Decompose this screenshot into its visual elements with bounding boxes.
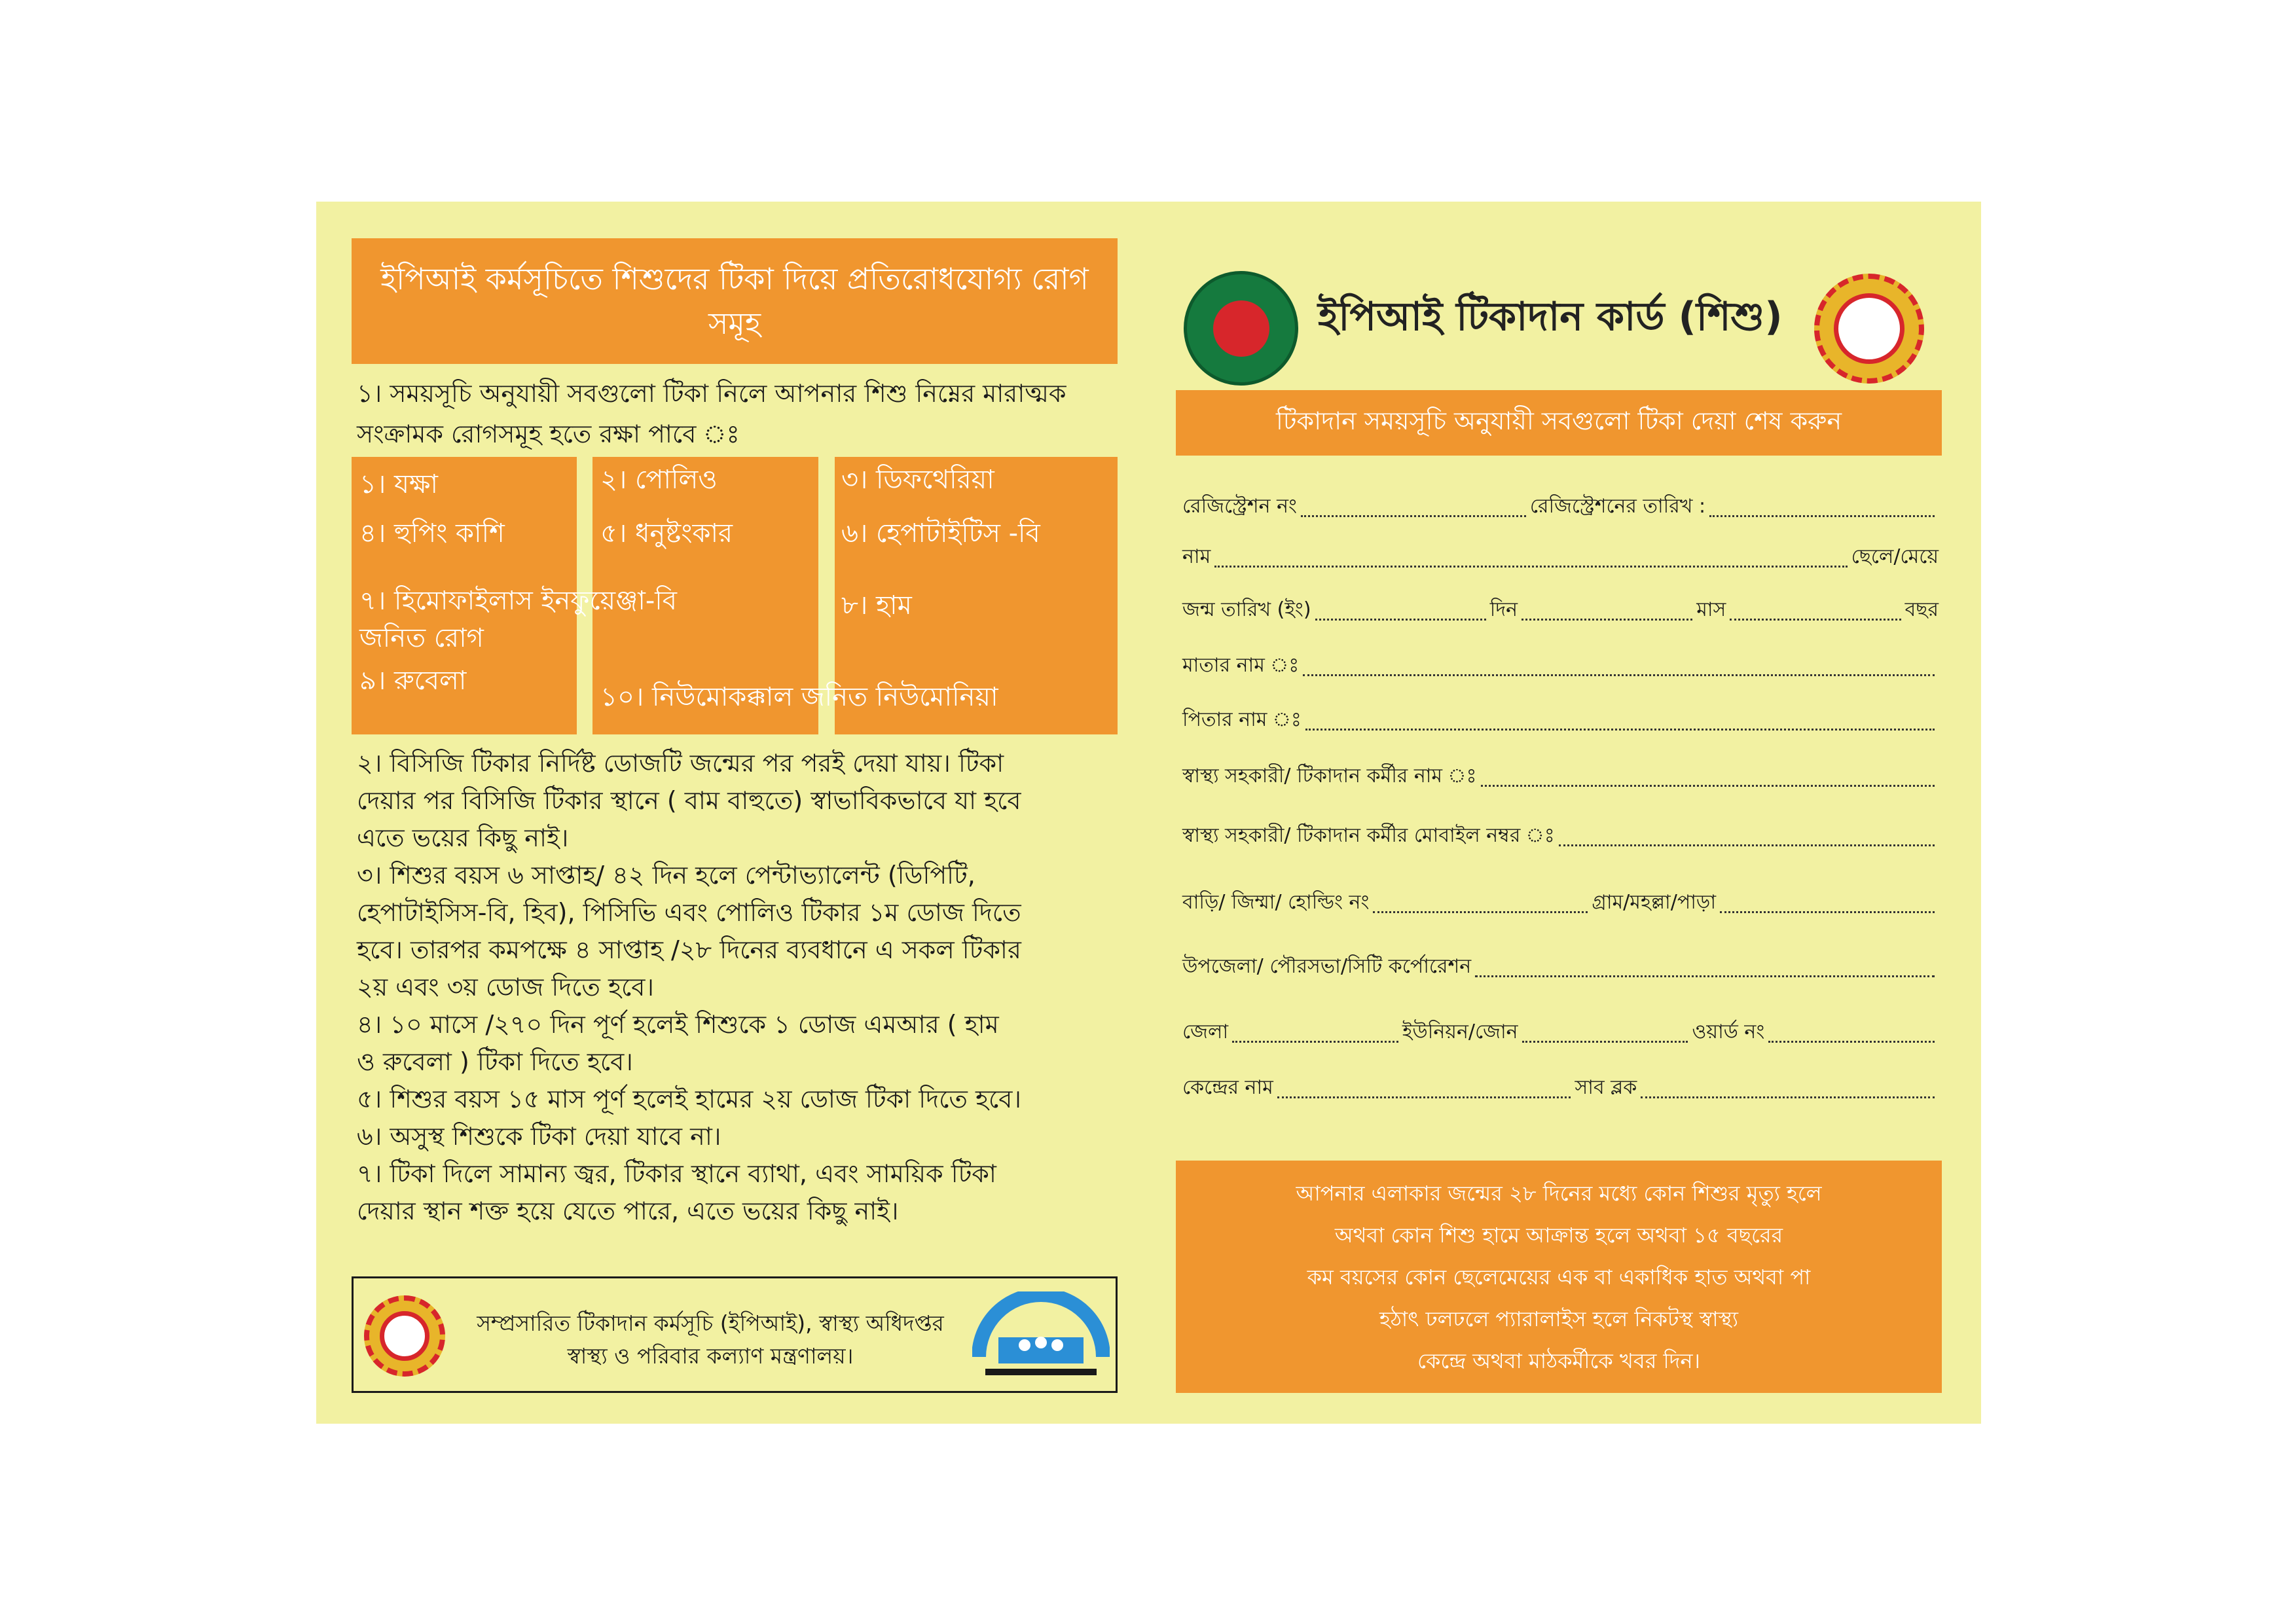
diseases-title: ইপিআই কর্মসূচিতে শিশুদের টিকা দিয়ে প্রতিরোধযোগ্য রোগ সমূহ bbox=[380, 261, 1089, 341]
village-label: গ্রাম/মহল্লা/পাড়া bbox=[1592, 891, 1717, 914]
dob-year-field[interactable] bbox=[1730, 619, 1901, 621]
address-row bbox=[1182, 886, 1939, 920]
father-label: পিতার নাম ঃ bbox=[1182, 708, 1302, 731]
father-row bbox=[1182, 703, 1939, 737]
note-line: ৪। ১০ মাসে /২৭০ দিন পূর্ণ হলেই শিশুকে ১ ডোজ এমআর ( হাম bbox=[357, 1010, 999, 1039]
house-field[interactable] bbox=[1373, 911, 1588, 913]
worker-name-row bbox=[1182, 759, 1939, 793]
village-field[interactable] bbox=[1720, 911, 1935, 913]
notice-line: আপনার এলাকার জন্মের ২৮ দিনের মধ্যে কোন শিশুর মৃত্যু হলে bbox=[1296, 1180, 1822, 1206]
center-row bbox=[1182, 1071, 1939, 1105]
district-label: জেলা bbox=[1182, 1020, 1229, 1043]
upazila-field[interactable] bbox=[1475, 975, 1935, 977]
footer-text bbox=[452, 1307, 969, 1373]
mother-label: মাতার নাম ঃ bbox=[1182, 654, 1300, 677]
notice-line: কেন্দ্রে অথবা মাঠকর্মীকে খবর দিন। bbox=[1417, 1348, 1700, 1373]
day-label: দিন bbox=[1489, 598, 1518, 621]
disease-item: ৯। রুবেলা bbox=[359, 666, 467, 696]
ward-field[interactable] bbox=[1768, 1041, 1935, 1043]
union-field[interactable] bbox=[1522, 1041, 1688, 1043]
notice-box bbox=[1176, 1161, 1942, 1393]
schedule-banner-text: টিকাদান সময়সূচি অনুযায়ী সবগুলো টিকা দেয়া শেষ করুন bbox=[1275, 406, 1842, 435]
note-line: ৭। টিকা দিলে সামান্য জ্বর, টিকার স্থানে ব্যাথা, এবং সাময়িক টিকা bbox=[357, 1159, 996, 1188]
notice-line: কম বয়সের কোন ছেলেমেয়ের এক বা একাধিক হাত অথবা পা bbox=[1307, 1264, 1811, 1290]
bangladesh-govt-seal-icon bbox=[1184, 271, 1298, 386]
disease-item: ২। পোলিও bbox=[600, 465, 718, 495]
note-line: ৬। অসুস্থ শিশুকে টিকা দেয়া যাবে না। bbox=[357, 1122, 721, 1151]
month-label: মাস bbox=[1696, 598, 1726, 621]
name-field[interactable] bbox=[1214, 566, 1847, 568]
note-line: হবে। তারপর কমপক্ষে ৪ সাপ্তাহ /২৮ দিনের ব্যবধানে এ সকল টিকার bbox=[357, 935, 1021, 964]
footer-line-1: সম্প্রসারিত টিকাদান কর্মসূচি (ইপিআই), স্বাস্থ্য অধিদপ্তর bbox=[477, 1310, 944, 1336]
disease-item: ১। যক্ষা bbox=[359, 469, 439, 499]
reg-date-field[interactable] bbox=[1709, 515, 1935, 517]
epi-logo-icon bbox=[1814, 274, 1924, 384]
note-line: ২য় এবং ৩য় ডোজ দিতে হবে। bbox=[357, 973, 654, 1001]
note-line: এতে ভয়ের কিছু নাই। bbox=[357, 823, 569, 852]
footer-line-2: স্বাস্থ্য ও পরিবার কল্যাণ মন্ত্রণালয়। bbox=[567, 1343, 854, 1369]
disease-item: জনিত রোগ bbox=[359, 623, 484, 653]
disease-item: ১০। নিউমোকক্কাল জনিত নিউমোনিয়া bbox=[600, 682, 998, 712]
reg-no-field[interactable] bbox=[1301, 515, 1526, 517]
center-field[interactable] bbox=[1277, 1096, 1571, 1098]
dob-day-field[interactable] bbox=[1315, 619, 1486, 621]
disease-item: ৩। ডিফথেরিয়া bbox=[841, 465, 994, 495]
reg-date-label: রেজিস্ট্রেশনের তারিখ : bbox=[1529, 495, 1706, 518]
note-line: দেয়ার পর বিসিজি টিকার স্থানে ( বাম বাহুতে) স্বাভাবিকভাবে যা হবে bbox=[357, 786, 1021, 815]
intro-line-2: সংক্রামক রোগসমূহ হতে রক্ষা পাবে ঃ bbox=[357, 420, 740, 448]
diseases-title-banner bbox=[352, 238, 1118, 364]
note-line: ৫। শিশুর বয়স ১৫ মাস পূর্ণ হলেই হামের ২য় ডোজ টিকা দিতে হবে। bbox=[357, 1085, 1021, 1113]
name-label: নাম bbox=[1182, 545, 1211, 568]
center-label: কেন্দ্রের নাম bbox=[1182, 1076, 1273, 1099]
disease-item: ৮। হাম bbox=[841, 590, 912, 621]
upazila-label: উপজেলা/ পৌরসভা/সিটি কর্পোরেশন bbox=[1182, 955, 1472, 978]
note-line: ২। বিসিজি টিকার নির্দিষ্ট ডোজটি জন্মের পর পরই দেয়া যায়। টিকা bbox=[357, 749, 1004, 778]
district-row bbox=[1182, 1015, 1939, 1049]
registration-row bbox=[1182, 490, 1939, 524]
name-row bbox=[1182, 540, 1939, 574]
worker-name-field[interactable] bbox=[1481, 785, 1935, 787]
intro-line-1: ১। সময়সূচি অনুযায়ী সবগুলো টিকা নিলে আপনার শিশু নিম্নের মারাত্মক bbox=[357, 379, 1066, 408]
reg-no-label: রেজিস্ট্রেশন নং bbox=[1182, 495, 1297, 518]
mother-row bbox=[1182, 649, 1939, 683]
dob-label: জন্ম তারিখ (ইং) bbox=[1182, 598, 1311, 621]
district-field[interactable] bbox=[1232, 1041, 1398, 1043]
schedule-banner bbox=[1176, 390, 1942, 456]
house-label: বাড়ি/ জিম্মা/ হোল্ডিং নং bbox=[1182, 891, 1370, 914]
worker-mobile-row bbox=[1182, 819, 1939, 853]
mother-field[interactable] bbox=[1303, 674, 1935, 676]
vaccination-card bbox=[316, 202, 1981, 1424]
note-line: দেয়ার স্থান শক্ত হয়ে যেতে পারে, এতে ভয়ের কিছু নাই। bbox=[357, 1197, 899, 1225]
ward-label: ওয়ার্ড নং bbox=[1692, 1020, 1765, 1043]
disease-item: ৪। হুপিং কাশি bbox=[359, 518, 505, 549]
disease-item: ৫। ধনুষ্টংকার bbox=[600, 518, 733, 549]
epi-logo-icon bbox=[364, 1295, 445, 1377]
vaccination-notes bbox=[357, 745, 1129, 1230]
upazila-row bbox=[1182, 950, 1939, 984]
worker-mobile-field[interactable] bbox=[1559, 844, 1935, 846]
year-label: বছর bbox=[1904, 598, 1939, 621]
note-line: হেপাটাইসিস-বি, হিব), পিসিভি এবং পোলিও টিকার ১ম ডোজ দিতে bbox=[357, 898, 1021, 927]
worker-mobile-label: স্বাস্থ্য সহকারী/ টিকাদান কর্মীর মোবাইল নম্বর ঃ bbox=[1182, 824, 1555, 847]
dob-month-field[interactable] bbox=[1522, 619, 1692, 621]
disease-item: ৭। হিমোফাইলাস ইনফুয়েঞ্জা-বি bbox=[359, 586, 678, 616]
note-line: ৩। শিশুর বয়স ৬ সাপ্তাহ/ ৪২ দিন হলে পেন্টাভ্যালেন্ট (ডিপিটি, bbox=[357, 861, 975, 890]
father-field[interactable] bbox=[1305, 729, 1935, 731]
footer-box bbox=[352, 1276, 1118, 1393]
subblock-label: সাব ব্লক bbox=[1575, 1076, 1637, 1099]
health-ministry-logo-icon bbox=[972, 1291, 1110, 1383]
disease-item: ৬। হেপাটাইটিস -বি bbox=[841, 518, 1040, 549]
union-label: ইউনিয়ন/জোন bbox=[1402, 1020, 1518, 1043]
subblock-field[interactable] bbox=[1641, 1096, 1935, 1098]
worker-name-label: স্বাস্থ্য সহকারী/ টিকাদান কর্মীর নাম ঃ bbox=[1182, 765, 1477, 787]
intro-text bbox=[357, 373, 1129, 454]
note-line: ও রুবেলা ) টিকা দিতে হবে। bbox=[357, 1047, 633, 1076]
card-title: ইপিআই টিকাদান কার্ড (শিশু) bbox=[1318, 294, 1783, 340]
notice-line: অথবা কোন শিশু হামে আক্রান্ত হলে অথবা ১৫ বছরের bbox=[1334, 1222, 1783, 1248]
dob-row bbox=[1182, 593, 1939, 627]
notice-line: হঠাৎ ঢলঢলে প্যারালাইস হলে নিকটস্থ স্বাস্থ্য bbox=[1379, 1306, 1738, 1331]
gender-label: ছেলে/মেয়ে bbox=[1851, 545, 1939, 568]
